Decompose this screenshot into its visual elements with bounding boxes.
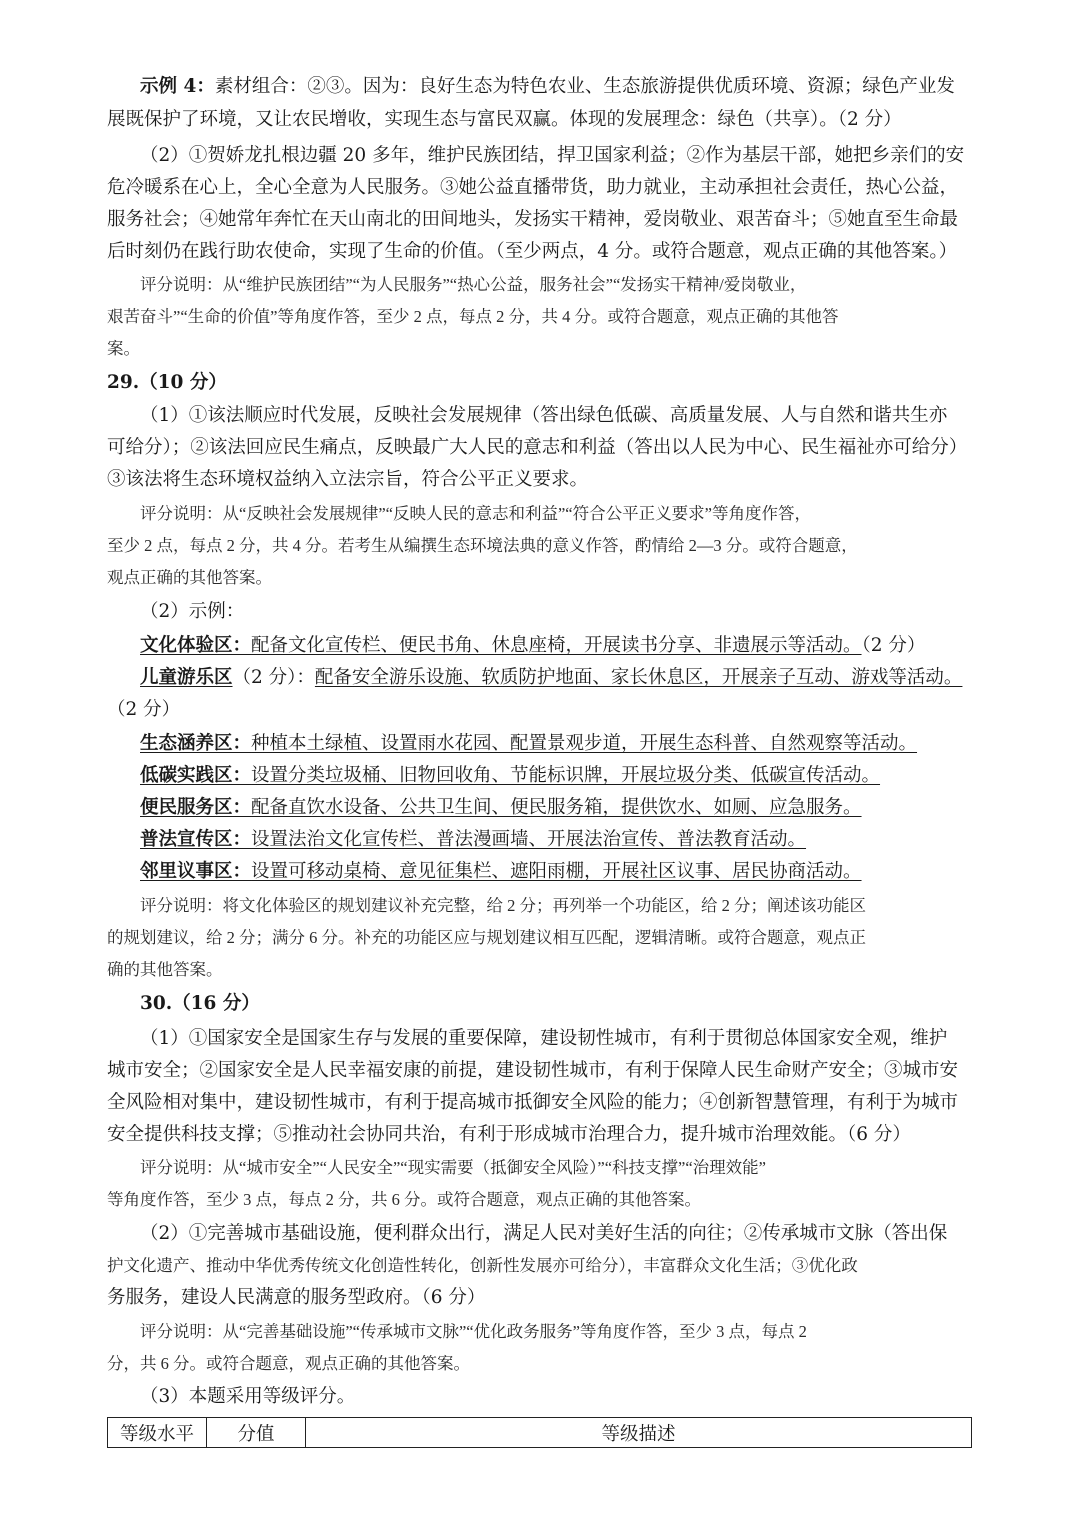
zone-children-line — [140, 665, 962, 691]
zone-name: 便民服务区： — [140, 797, 252, 818]
zone-name: 文化体验区： — [140, 635, 252, 656]
q29-2-scoring-line-3: 确的其他答案。 — [107, 960, 223, 979]
zone-text: 设置分类垃圾桶、旧物回收角、节能标识牌，开展垃圾分类、低碳宣传活动。 — [251, 765, 881, 786]
q30-1-answer-line-1: （1）①国家安全是国家生存与发展的重要保障，建设韧性城市，有利于贯彻总体国家安全观，维护 — [140, 1028, 948, 1049]
q29-1-answer-line-1: （1）①该法顺应时代发展，反映社会发展规律（答出绿色低碳、高质量发展、人与自然和谐共生亦 — [140, 405, 948, 426]
zone-text: 设置可移动桌椅、意见征集栏、遮阳雨棚，开展社区议事、居民协商活动。 — [251, 861, 862, 882]
q30-2-scoring-line-1: 评分说明：从“完善基础设施”“传承城市文脉”“优化政务服务”等角度作答，至少 3 点，每点 2 — [140, 1322, 807, 1341]
zone-text: 设置法治文化宣传栏、普法漫画墙、开展法治宣传、普法教育活动。 — [251, 829, 807, 850]
q29-1-scoring-line-1: 评分说明：从“反映社会发展规律”“反映人民的意志和利益”“符合公平正义要求”等角度作答， — [140, 504, 811, 523]
zone-score: （2 分）： — [232, 667, 315, 688]
q30-2-answer-line-3: 务服务，建设人民满意的服务型政府。（6 分） — [107, 1287, 486, 1308]
q28-2-answer-line-2: 危冷暖系在心上，全心全意为人民服务。③她公益直播带货，助力就业，主动承担社会责任，热心公益， — [107, 177, 959, 198]
q30-2-answer-line-1: （2）①完善城市基础设施，便利群众出行，满足人民对美好生活的向往；②传承城市文脉（答出保 — [140, 1223, 948, 1244]
q30-2-scoring-line-2: 分，共 6 分。或符合题意，观点正确的其他答案。 — [107, 1354, 470, 1373]
q28-2-scoring-line-2: 艰苦奋斗”“生命的价值”等角度作答，至少 2 点，每点 2 分，共 4 分。或符合题意，观点正确的其他答 — [107, 307, 839, 326]
q28-2-scoring-line-3: 案。 — [107, 339, 140, 358]
zone-ecology-line — [140, 731, 917, 757]
zone-name: 普法宣传区： — [140, 829, 252, 850]
q30-1-scoring-line-2: 等角度作答，至少 3 点，每点 2 分，共 6 分。或符合题意，观点正确的其他答案。 — [107, 1190, 701, 1209]
zone-children-score: （2 分） — [107, 699, 181, 720]
q28-2-answer-line-1: （2）①贺娇龙扎根边疆 20 多年，维护民族团结，捍卫国家利益；②作为基层干部，她把乡亲们的安 — [140, 145, 965, 166]
q30-1-answer-line-3: 全风险相对集中，建设韧性城市，有利于提高城市抵御安全风险的能力；④创新智慧管理，有利于为城市 — [107, 1092, 959, 1113]
zone-name: 生态涵养区： — [140, 733, 252, 754]
zone-low-carbon-line — [140, 763, 880, 789]
q28-2-answer-line-3: 服务社会；④她常年奔忙在天山南北的田间地头，发扬实干精神，爱岗敬业、艰苦奋斗；⑤她直至生命最 — [107, 209, 959, 230]
zone-text: 配备文化宣传栏、便民书角、休息座椅，开展读书分享、非遗展示等活动。 — [251, 635, 862, 656]
zone-text: 配备直饮水设备、公共卫生间、便民服务箱，提供饮水、如厕、应急服务。 — [251, 797, 862, 818]
zone-culture-line — [140, 633, 925, 659]
zone-text: 配备安全游乐设施、软质防护地面、家长休息区，开展亲子互动、游戏等活动。 — [314, 667, 963, 688]
zone-name: 邻里议事区： — [140, 861, 252, 882]
question-30-title: 30.（16 分） — [140, 993, 260, 1014]
q29-1-scoring-line-3: 观点正确的其他答案。 — [107, 568, 272, 587]
example-4-line-2: 展既保护了环境，又让农民增收，实现生态与富民双赢。体现的发展理念：绿色（共享）。（2 分） — [107, 109, 902, 130]
question-29-title: 29.（10 分） — [107, 372, 227, 393]
q29-1-scoring-line-2: 至少 2 点，每点 2 分，共 4 分。若考生从编撰生态环境法典的意义作答，酌情给 2—3 分。或符合题意， — [107, 536, 858, 555]
q29-2-scoring-line-2: 的规划建议，给 2 分；满分 6 分。补充的功能区应与规划建议相互匹配，逻辑清晰。或符合题意，观点正 — [107, 928, 866, 947]
q28-2-scoring-line-1: 评分说明：从“维护民族团结”“为人民服务”“热心公益，服务社会”“发扬实干精神/爱岗敬业， — [140, 275, 807, 294]
grading-table — [107, 1417, 972, 1448]
grading-table-header: 等级描述 — [306, 1418, 972, 1448]
zone-name: 儿童游乐区 — [140, 667, 233, 688]
example-4-label: 示例 4： — [140, 76, 215, 97]
example-4-line-1: 示例 4：素材组合：②③。因为：良好生态为特色农业、生态旅游提供优质环境、资源；绿色产业发 — [140, 76, 955, 97]
q30-1-scoring-line-1: 评分说明：从“城市安全”“人民安全”“现实需要（抵御安全风险）”“科技支撑”“治理效能” — [140, 1158, 766, 1177]
q29-2-scoring-line-1: 评分说明：将文化体验区的规划建议补充完整，给 2 分；再列举一个功能区，给 2 分；阐述该功能区 — [140, 896, 866, 915]
zone-service-line — [140, 795, 862, 821]
zone-name: 低碳实践区： — [140, 765, 252, 786]
grading-table-header-row — [108, 1418, 972, 1448]
q29-1-answer-line-2: 可给分）；②该法回应民生痛点，反映最广大人民的意志和利益（答出以人民为中心、民生福祉亦可给分） — [107, 437, 968, 458]
q30-1-answer-line-2: 城市安全；②国家安全是人民幸福安康的前提，建设韧性城市，有利于保障人民生命财产安全；③城市安 — [107, 1060, 959, 1081]
grading-table-header: 分值 — [207, 1418, 306, 1448]
q29-1-answer-line-3: ③该法将生态环境权益纳入立法宗旨，符合公平正义要求。 — [107, 469, 589, 490]
q30-1-answer-line-4: 安全提供科技支撑；⑤推动社会协同共治，有利于形成城市治理合力，提升城市治理效能。（6 分） — [107, 1124, 911, 1145]
q30-3-heading: （3）本题采用等级评分。 — [140, 1386, 356, 1407]
grading-table-header: 等级水平 — [108, 1418, 207, 1448]
zone-neighborhood-line — [140, 859, 862, 885]
zone-score: （2 分） — [861, 635, 926, 656]
zone-text: 种植本土绿植、设置雨水花园、配置景观步道，开展生态科普、自然观察等活动。 — [251, 733, 918, 754]
zone-law-line — [140, 827, 806, 853]
q28-2-answer-line-4: 后时刻仍在践行助农使命，实现了生命的价值。（至少两点，4 分。或符合题意，观点正确的其他答案。） — [107, 241, 958, 262]
q29-2-heading: （2）示例： — [140, 601, 245, 622]
q30-2-answer-line-2: 护文化遗产、推动中华优秀传统文化创造性转化，创新性发展亦可给分），丰富群众文化生活；③优化政 — [107, 1256, 858, 1275]
